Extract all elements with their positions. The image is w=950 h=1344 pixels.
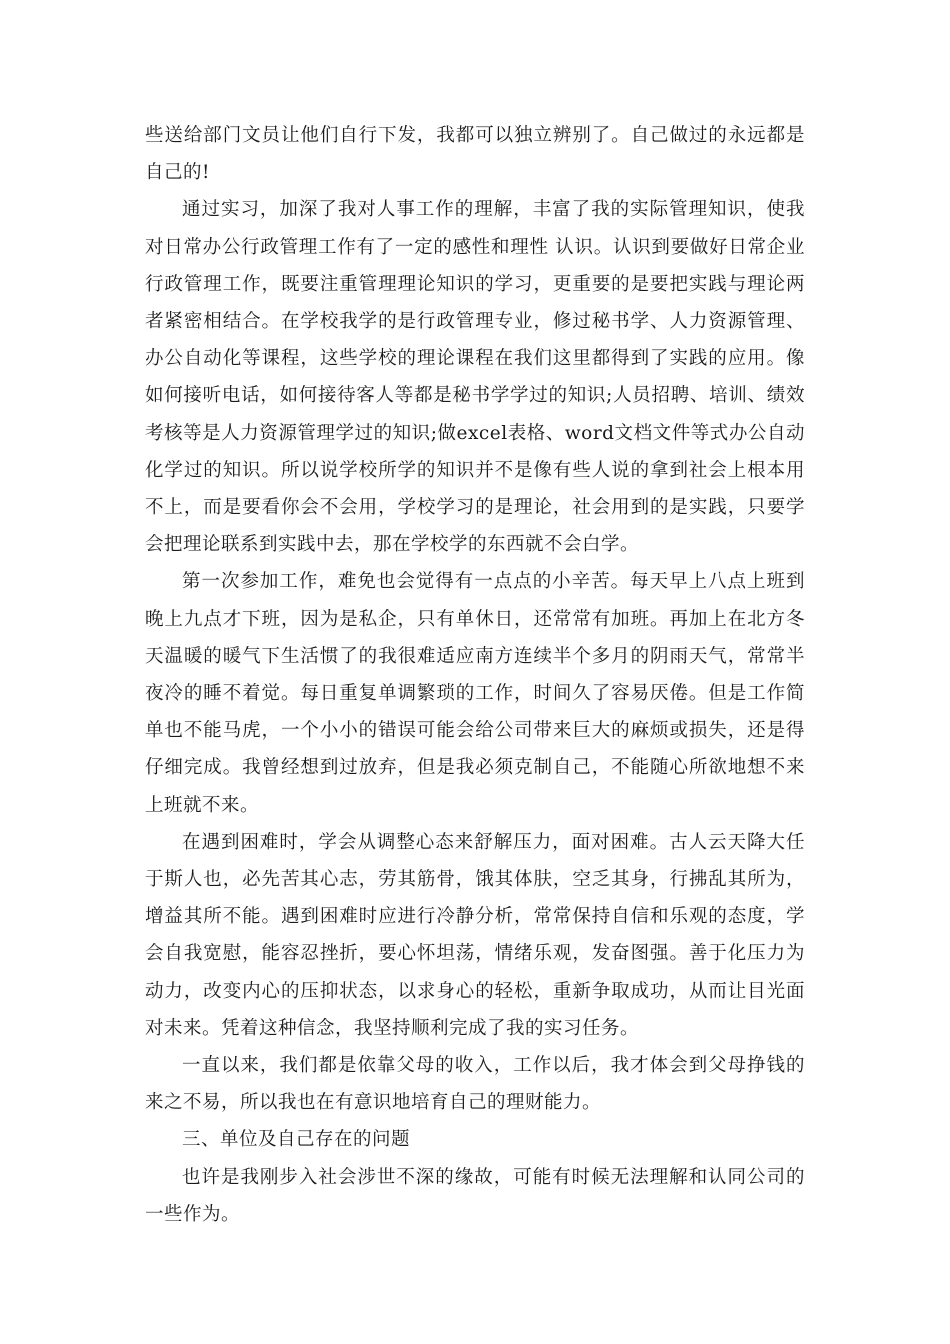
paragraph-continuation: 些送给部门文员让他们自行下发，我都可以独立辨别了。自己做过的永远都是自己的! <box>145 125 805 184</box>
section-heading-problems: 三、单位及自己存在的问题 <box>182 1129 411 1151</box>
document-body <box>145 117 805 1233</box>
paragraph-internship-understanding: 通过实习，加深了我对人事工作的理解，丰富了我的实际管理知识，使我对日常办公行政管理工作有了一定的感性和理性 认识。认识到要做好日常企业行政管理工作，既要注重管理理论知识的学习，更重要的是要把实践与理论两者紧密相结合。在学校我学的是行政管理专业，修过秘书学、人力资源管理、办公自动化等课程，这些学校的理论课程在我们这里都得到了实践的应用。像如何接听电话，如何接待客人等都是秘书学学过的知识;人员招聘、培训、绩效考核等是人力资源管理学过的知识;做excel表格、word文档文件等式办公自动化学过的知识。所以说学校所学的知识并不是像有些人说的拿到社会上根本用不上，而是要看你会不会用，学校学习的是理论，社会用到的是实践，只要学会把理论联系到实践中去，那在学校学的东西就不会白学。 <box>145 199 805 556</box>
paragraph-facing-difficulties: 在遇到困难时，学会从调整心态来舒解压力，面对困难。古人云天降大任于斯人也，必先苦其心志，劳其筋骨，饿其体肤，空乏其身，行拂乱其所为，增益其所不能。遇到困难时应进行冷静分析，常常保持自信和乐观的态度，学会自我宽慰，能容忍挫折，要心怀坦荡，情绪乐观，发奋图强。善于化压力为动力，改变内心的压抑状态，以求身心的轻松，重新争取成功，从而让目光面对未来。凭着这种信念，我坚持顺利完成了我的实习任务。 <box>145 831 805 1039</box>
paragraph-company-understanding: 也许是我刚步入社会涉世不深的缘故，可能有时候无法理解和认同公司的一些作为。 <box>145 1166 805 1225</box>
paragraph-first-job-hardship: 第一次参加工作，难免也会觉得有一点点的小辛苦。每天早上八点上班到晚上九点才下班，因为是私企，只有单休日，还常常有加班。再加上在北方冬天温暖的暖气下生活惯了的我很难适应南方连续半个多月的阴雨天气，常常半夜冷的睡不着觉。每日重复单调繁琐的工作，时间久了容易厌倦。但是工作简单也不能马虎，一个小小的错误可能会给公司带来巨大的麻烦或损失，还是得仔细完成。我曾经想到过放弃，但是我必须克制自己，不能随心所欲地想不来上班就不来。 <box>145 571 805 816</box>
paragraph-financial-awareness: 一直以来，我们都是依靠父母的收入，工作以后，我才体会到父母挣钱的来之不易，所以我也在有意识地培育自己的理财能力。 <box>145 1055 805 1114</box>
